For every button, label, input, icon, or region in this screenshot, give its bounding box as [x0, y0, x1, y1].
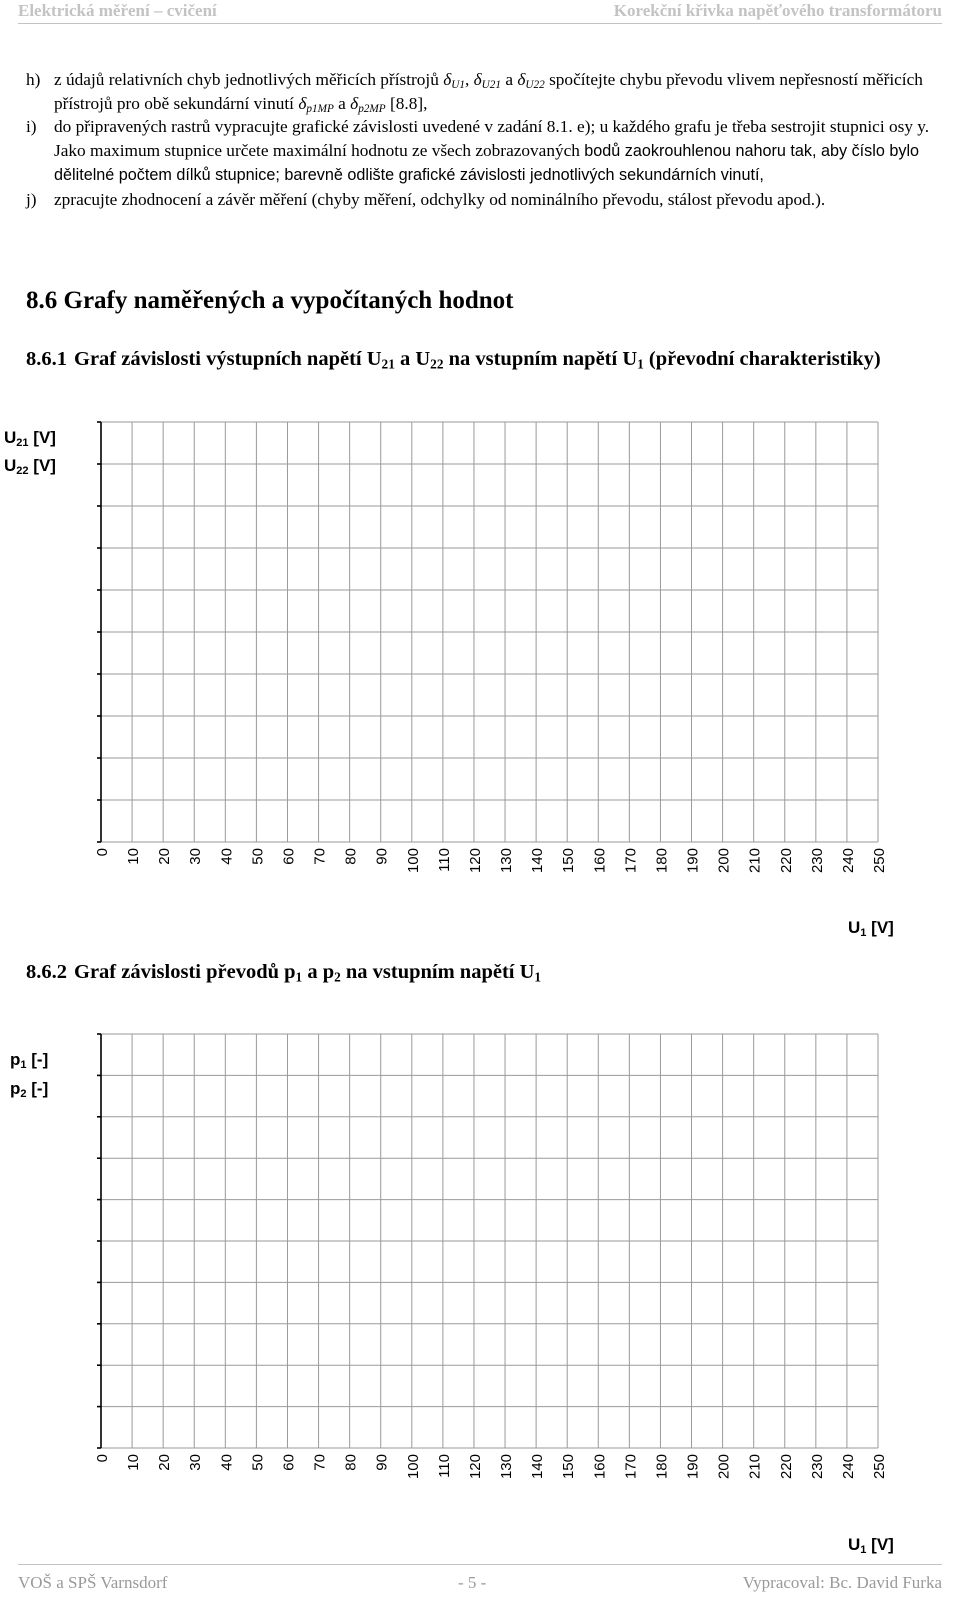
- text-segment: ,: [464, 70, 474, 89]
- text-segment: do připravených rastrů vypracujte grafické závislosti uvedené v zadání 8.1. e); u každého grafu je třeba sestrojit stupnici osy y. Jako maximum stupnice určete maximální hodnotu ze všech zobrazovaných: [54, 117, 930, 160]
- text-segment: U21: [481, 78, 502, 91]
- axis-label-base: U: [4, 456, 17, 475]
- graph1-number: 8.6.1: [26, 348, 67, 370]
- x-tick-label: 170: [622, 1454, 640, 1480]
- item-text: [54, 68, 938, 115]
- footer-school: VOŠ a SPŠ Varnsdorf: [18, 1573, 168, 1592]
- text-segment: (převodní charakteristiky): [643, 348, 881, 370]
- section-heading: [26, 287, 514, 315]
- x-tick-label: 70: [311, 1454, 329, 1471]
- text-segment: δ: [517, 70, 526, 89]
- x-tick-label: 210: [746, 1454, 764, 1480]
- text-segment: [8.8],: [385, 93, 428, 113]
- graph1-title: [74, 348, 881, 370]
- graph1-xlabel: [848, 918, 894, 938]
- text-segment: 2: [334, 969, 341, 985]
- x-tick-label: 190: [684, 1454, 702, 1480]
- axis-label-sub: 1: [860, 1543, 867, 1556]
- axis-label-unit: [V]: [28, 456, 56, 475]
- header-rule: [18, 23, 942, 24]
- page-header: [0, 0, 960, 26]
- x-tick-label: 150: [560, 848, 578, 874]
- x-tick-label: 80: [342, 848, 360, 865]
- x-tick-label: 160: [591, 848, 609, 874]
- graph2-xlabel: [848, 1535, 894, 1555]
- item-text: [54, 188, 938, 212]
- x-tick-label: 10: [125, 1454, 143, 1471]
- x-tick-label: 250: [871, 1454, 888, 1480]
- item-text: [54, 115, 938, 188]
- axis-label-base: U: [848, 918, 861, 937]
- axis-label-base: p: [10, 1079, 21, 1098]
- axis-label-unit: [V]: [866, 1535, 894, 1554]
- axis-label-sub: 22: [16, 464, 29, 477]
- section-number: 8.6: [26, 287, 58, 314]
- item-label: h): [26, 70, 41, 89]
- x-tick-label: 190: [684, 848, 702, 874]
- x-tick-label: 120: [466, 848, 484, 874]
- page-footer: [18, 1564, 942, 1595]
- axis-label-sub: 1: [860, 926, 867, 939]
- text-segment: Graf závislosti převodů p: [74, 961, 296, 983]
- section-title: Grafy naměřených a vypočítaných hodnot: [63, 287, 514, 314]
- axis-label-sub: 2: [20, 1087, 27, 1100]
- x-tick-label: 60: [280, 1454, 298, 1471]
- x-tick-label: 140: [529, 1454, 547, 1480]
- axis-label-unit: [-]: [26, 1050, 49, 1069]
- x-tick-label: 180: [653, 848, 671, 874]
- x-tick-label: 140: [529, 848, 547, 874]
- x-tick-label: 240: [839, 1454, 857, 1480]
- text-segment: U1: [451, 78, 465, 91]
- x-tick-label: 90: [373, 1454, 391, 1471]
- text-segment: a U: [394, 348, 431, 370]
- text-segment: U22: [525, 78, 545, 91]
- x-tick-label: 160: [591, 1454, 609, 1480]
- x-tick-label: 110: [435, 1454, 453, 1478]
- axis-label-sub: 1: [20, 1058, 27, 1071]
- text-segment: a: [501, 70, 518, 89]
- x-tick-label: 120: [466, 1454, 484, 1480]
- x-tick-label: 170: [622, 848, 640, 874]
- text-segment: a p: [302, 961, 335, 983]
- x-tick-label: 250: [871, 848, 888, 874]
- axis-label-base: p: [10, 1050, 21, 1069]
- axis-label-unit: [V]: [28, 428, 56, 447]
- x-tick-label: 50: [249, 1454, 267, 1471]
- axis-label-unit: [-]: [26, 1079, 49, 1098]
- text-segment: a: [333, 93, 351, 113]
- text-segment: δ: [350, 93, 359, 113]
- text-segment: 1: [637, 356, 644, 372]
- axis-label-unit: [V]: [866, 918, 894, 937]
- x-tick-label: 20: [156, 1454, 174, 1471]
- text-segment: 21: [381, 356, 395, 372]
- graph1-grid-chart: [0, 410, 960, 930]
- axis-label-base: U: [4, 428, 17, 447]
- x-tick-label: 230: [808, 1454, 826, 1480]
- x-tick-label: 50: [249, 848, 267, 865]
- x-tick-label: 0: [94, 848, 111, 857]
- x-tick-label: 110: [435, 848, 453, 872]
- header-right: Korekční křivka napěťového transformátoru: [613, 1, 942, 20]
- graph2-heading: [26, 958, 541, 986]
- text-segment: z údajů relativních chyb jednotlivých měřicích přístrojů: [54, 70, 444, 89]
- text-segment: na vstupním napětí U: [340, 961, 535, 983]
- x-tick-label: 230: [808, 848, 826, 874]
- graph2-title: [74, 961, 541, 983]
- text-segment: p1MP: [306, 102, 334, 115]
- x-tick-label: 220: [777, 1454, 795, 1480]
- x-tick-label: 10: [125, 848, 143, 865]
- instruction-list: [26, 68, 938, 211]
- x-tick-label: 0: [94, 1454, 111, 1463]
- x-tick-label: 150: [560, 1454, 578, 1480]
- x-tick-label: 180: [653, 1454, 671, 1480]
- text-segment: Graf závislosti výstupních napětí U: [74, 348, 382, 370]
- text-segment: δ: [298, 93, 307, 113]
- x-tick-label: 200: [715, 1454, 733, 1480]
- x-tick-label: 200: [715, 848, 733, 874]
- instruction-item: [26, 68, 938, 115]
- x-tick-label: 130: [498, 848, 516, 874]
- x-tick-label: 70: [311, 848, 329, 865]
- instruction-item: [26, 188, 938, 212]
- x-tick-label: 60: [280, 848, 298, 865]
- header-left: Elektrická měření – cvičení: [18, 1, 217, 20]
- x-tick-label: 90: [373, 848, 391, 865]
- x-tick-label: 220: [777, 848, 795, 874]
- x-tick-label: 80: [342, 1454, 360, 1471]
- graph1-heading: [26, 345, 936, 373]
- x-tick-label: 30: [187, 848, 205, 865]
- x-tick-label: 40: [218, 848, 236, 865]
- item-label: i): [26, 117, 37, 136]
- x-tick-label: 40: [218, 1454, 236, 1471]
- axis-label-base: U: [848, 1535, 861, 1554]
- text-segment: δ: [443, 70, 452, 89]
- text-segment: 22: [430, 356, 444, 372]
- x-tick-label: 210: [746, 848, 764, 874]
- text-segment: spočítejte chybu převodu vlivem nepřesností měřicích přístrojů pro obě sekundární vinutí: [54, 70, 923, 113]
- text-segment: 1: [295, 969, 303, 985]
- text-segment: p2MP: [358, 102, 386, 115]
- x-tick-label: 100: [404, 1454, 422, 1480]
- graph2-number: 8.6.2: [26, 961, 67, 983]
- text-segment: 1: [534, 969, 542, 985]
- text-segment: na vstupním napětí U: [443, 348, 638, 370]
- x-tick-label: 240: [839, 848, 857, 874]
- graph2-grid-chart: [0, 1030, 960, 1555]
- x-tick-label: 130: [498, 1454, 516, 1480]
- x-tick-label: 100: [404, 848, 422, 874]
- text-segment: δ: [473, 70, 482, 89]
- text-segment: bodů zaokrouhlenou nahoru tak, aby číslo bylo dělitelné počtem dílků stupnice; barevně odlište grafické závislosti jednotlivých sekundárních vinutí,: [54, 141, 920, 184]
- axis-label-sub: 21: [16, 436, 29, 449]
- text-segment: zpracujte zhodnocení a závěr měření (chyby měření, odchylky od nominálního převodu, stálost převodu apod.).: [54, 189, 826, 209]
- footer-author: Vypracoval: Bc. David Furka: [742, 1573, 942, 1592]
- item-label: j): [26, 189, 37, 209]
- instruction-item: [26, 115, 938, 188]
- page-number: - 5 -: [458, 1573, 487, 1592]
- x-tick-label: 30: [187, 1454, 205, 1471]
- x-tick-label: 20: [156, 848, 174, 865]
